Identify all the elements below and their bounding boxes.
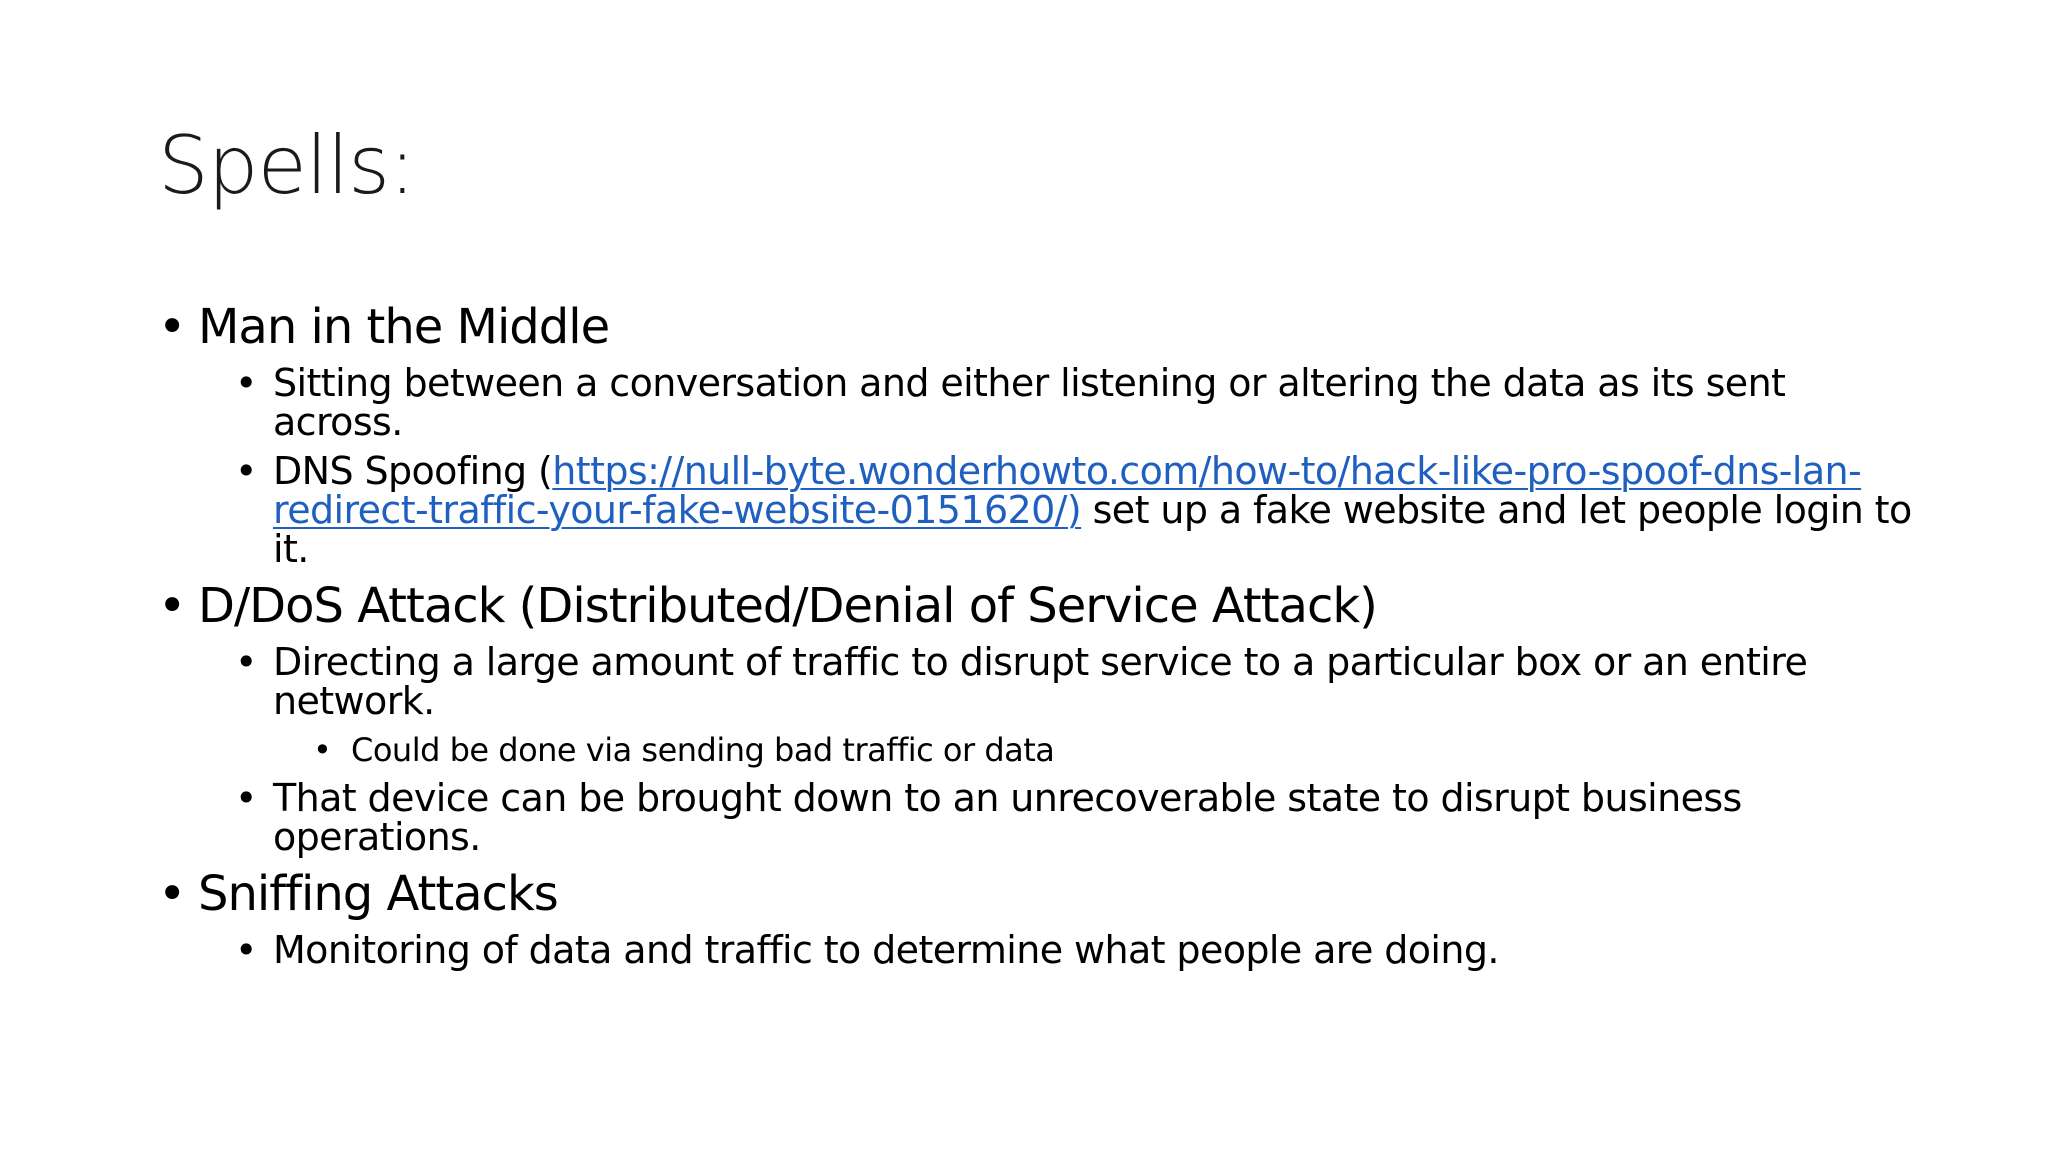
bullet-man-in-the-middle xyxy=(158,300,1918,354)
bullet-icon: • xyxy=(313,731,332,769)
bullet-icon: • xyxy=(235,640,257,684)
sub-bullet-text: That device can be brought down to an unrecoverable state to disrupt business operations. xyxy=(273,776,1742,859)
slide-title: Spells: xyxy=(158,119,415,212)
sub-bullet-monitoring xyxy=(235,928,1918,972)
bullet-list xyxy=(158,300,1918,970)
bullet-icon: • xyxy=(235,361,257,405)
bullet-icon: • xyxy=(158,578,186,634)
bullet-ddos-attack xyxy=(158,579,1918,633)
bullet-icon: • xyxy=(235,928,257,972)
bullet-text: D/DoS Attack (Distributed/Denial of Service Attack) xyxy=(198,578,1377,634)
sub-bullet-text-suffix: set up a fake website and let people login to it. xyxy=(273,488,1912,571)
sub-bullet-text: Directing a large amount of traffic to disrupt service to a particular box or an entire network. xyxy=(273,640,1808,723)
sub-bullet-directing-traffic xyxy=(235,640,1918,723)
sub-bullet-device-brought-down xyxy=(235,776,1918,859)
bullet-sniffing-attacks xyxy=(158,867,1918,921)
sub-sub-bullet-bad-traffic xyxy=(313,731,1918,769)
bullet-icon: • xyxy=(158,299,186,355)
sub-bullet-dns-spoofing xyxy=(235,449,1918,571)
bullet-icon: • xyxy=(158,866,186,922)
sub-bullet-text: Sitting between a conversation and either listening or altering the data as its sent across. xyxy=(273,361,1786,444)
sub-sub-bullet-text: Could be done via sending bad traffic or data xyxy=(351,731,1055,769)
sub-bullet-text-prefix: DNS Spoofing ( xyxy=(273,449,553,493)
bullet-text: Man in the Middle xyxy=(198,299,610,355)
sub-bullet-sitting-between xyxy=(235,361,1918,444)
bullet-icon: • xyxy=(235,449,257,493)
dns-spoofing-link[interactable]: https://null-byte.wonderhowto.com/how-to/hack-like-pro-spoof-dns-lan-redirect-traffic-your-fake-website-0151620/) xyxy=(273,449,1862,532)
sub-bullet-text: Monitoring of data and traffic to determine what people are doing. xyxy=(273,928,1499,972)
bullet-text: Sniffing Attacks xyxy=(198,866,558,922)
bullet-icon: • xyxy=(235,776,257,820)
